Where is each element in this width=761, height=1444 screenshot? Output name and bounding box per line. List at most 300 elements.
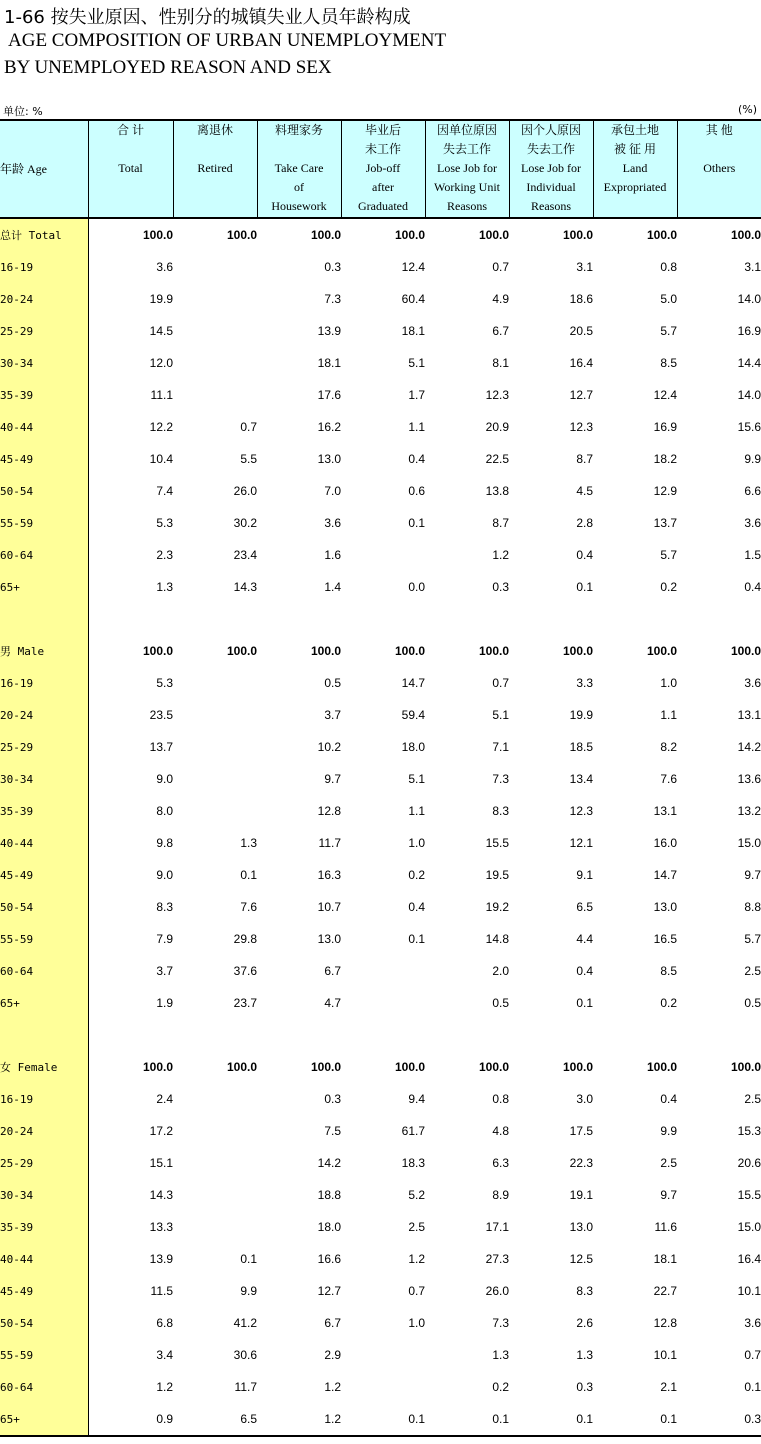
- table-cell: 19.9: [569, 708, 593, 722]
- table-cell: [173, 347, 257, 379]
- table-cell: 22.3: [569, 1156, 593, 1170]
- table-cell: 15.0: [737, 1220, 761, 1234]
- row-label: 16-19: [0, 1083, 88, 1115]
- table-row: [0, 1403, 761, 1436]
- column-header-line: Individual: [526, 180, 576, 194]
- table-cell: 100.0: [730, 644, 761, 658]
- table-row: [0, 827, 761, 859]
- table-cell: 0.5: [492, 996, 509, 1010]
- table-cell: 10.4: [88, 443, 173, 475]
- table-cell: 20.9: [485, 420, 509, 434]
- table-cell: 5.7: [660, 548, 677, 562]
- table-row: [0, 1371, 761, 1403]
- table-cell: 9.9: [240, 1284, 257, 1298]
- table-cell: 8.5: [660, 964, 677, 978]
- column-header-line: Reasons: [531, 199, 571, 213]
- table-cell: 2.5: [744, 1092, 761, 1106]
- table-cell: 15.3: [737, 1124, 761, 1138]
- table-cell: 3.6: [88, 251, 173, 283]
- table-cell: 15.5: [485, 836, 509, 850]
- table-cell: 0.1: [240, 1252, 257, 1266]
- row-label: 35-39: [0, 379, 88, 411]
- row-label: 16-19: [0, 251, 88, 283]
- table-cell: 5.3: [88, 667, 173, 699]
- table-cell: 6.7: [492, 324, 509, 338]
- table-row: [0, 955, 761, 987]
- table-cell: 100.0: [478, 644, 509, 658]
- column-header-line: Graduated: [358, 199, 408, 213]
- table-cell: 8.7: [492, 516, 509, 530]
- table-cell: 2.3: [88, 539, 173, 571]
- table-cell: 6.5: [173, 1403, 257, 1436]
- table-cell: 12.3: [569, 420, 593, 434]
- table-cell: 18.5: [569, 740, 593, 754]
- table-row: [0, 1115, 761, 1147]
- table-cell: 8.3: [492, 804, 509, 818]
- table-cell: 100.0: [730, 1060, 761, 1074]
- table-cell: 6.7: [324, 1316, 341, 1330]
- table-row: [0, 1307, 761, 1339]
- table-cell: 4.4: [576, 932, 593, 946]
- table-cell: 5.1: [408, 356, 425, 370]
- table-cell: 10.7: [317, 900, 341, 914]
- table-cell: 2.5: [660, 1156, 677, 1170]
- table-cell: 0.1: [744, 1380, 761, 1394]
- table-cell: [425, 603, 509, 635]
- table-cell: 0.1: [509, 1403, 593, 1436]
- table-cell: 13.0: [317, 452, 341, 466]
- table-row: [0, 443, 761, 475]
- column-header-line: Reasons: [447, 199, 487, 213]
- table-cell: 0.7: [744, 1348, 761, 1362]
- table-row: [0, 475, 761, 507]
- table-cell: [173, 379, 257, 411]
- row-label: 55-59: [0, 507, 88, 539]
- table-row: [0, 218, 761, 251]
- table-cell: [677, 603, 761, 635]
- table-cell: [341, 987, 425, 1019]
- table-title-en-line1: AGE COMPOSITION OF URBAN UNEMPLOYMENT: [8, 30, 447, 51]
- table-cell: 4.8: [492, 1124, 509, 1138]
- table-cell: [341, 955, 425, 987]
- table-cell: 14.2: [317, 1156, 341, 1170]
- table-cell: 30.6: [233, 1348, 257, 1362]
- table-row: [0, 1179, 761, 1211]
- table-cell: 5.7: [660, 324, 677, 338]
- column-header-8: [677, 120, 761, 218]
- column-header-line: 年龄 Age: [0, 161, 47, 176]
- table-cell: 13.0: [317, 932, 341, 946]
- table-cell: 0.0: [408, 580, 425, 594]
- table-cell: 12.7: [569, 388, 593, 402]
- table-cell: [88, 1019, 173, 1051]
- table-cell: [341, 1371, 425, 1403]
- table-cell: 0.3: [324, 1092, 341, 1106]
- table-cell: 9.9: [744, 452, 761, 466]
- table-cell: 30.2: [233, 516, 257, 530]
- table-cell: 12.4: [401, 260, 425, 274]
- table-row: [0, 251, 761, 283]
- table-cell: 60.4: [401, 292, 425, 306]
- table-cell: 13.7: [653, 516, 677, 530]
- table-cell: 13.7: [88, 731, 173, 763]
- row-label: 25-29: [0, 731, 88, 763]
- table-cell: 100.0: [646, 644, 677, 658]
- table-cell: 12.3: [485, 388, 509, 402]
- table-cell: 17.1: [485, 1220, 509, 1234]
- table-cell: 3.0: [576, 1092, 593, 1106]
- row-label: 男 Male: [0, 635, 88, 667]
- row-label: 45-49: [0, 443, 88, 475]
- row-label: 总计 Total: [0, 218, 88, 251]
- table-cell: 0.1: [425, 1403, 509, 1436]
- column-header-2: [173, 120, 257, 218]
- table-row: [0, 1339, 761, 1371]
- table-row: [0, 699, 761, 731]
- table-cell: 12.7: [317, 1284, 341, 1298]
- table-cell: 9.7: [744, 868, 761, 882]
- table-cell: 0.1: [576, 996, 593, 1010]
- table-cell: 9.4: [408, 1092, 425, 1106]
- table-cell: 7.6: [240, 900, 257, 914]
- table-cell: 100.0: [310, 228, 341, 242]
- table-row: [0, 1275, 761, 1307]
- table-cell: 29.8: [233, 932, 257, 946]
- column-header-line: 离退休: [196, 123, 233, 137]
- column-header-line: 合 计: [116, 123, 144, 137]
- row-label: 45-49: [0, 859, 88, 891]
- table-cell: 11.1: [88, 379, 173, 411]
- table-cell: 14.2: [737, 740, 761, 754]
- table-cell: 5.5: [240, 452, 257, 466]
- table-row: [0, 1243, 761, 1275]
- table-cell: 12.8: [653, 1316, 677, 1330]
- row-label: 35-39: [0, 1211, 88, 1243]
- table-row: [0, 411, 761, 443]
- table-cell: 0.3: [324, 260, 341, 274]
- table-cell: 18.0: [401, 740, 425, 754]
- table-cell: 3.7: [324, 708, 341, 722]
- table-cell: 0.1: [408, 932, 425, 946]
- table-cell: 3.1: [576, 260, 593, 274]
- table-cell: 13.3: [88, 1211, 173, 1243]
- row-label: 25-29: [0, 315, 88, 347]
- column-header-line: Job-off: [365, 161, 401, 175]
- table-cell: 23.4: [233, 548, 257, 562]
- table-cell: [257, 1019, 341, 1051]
- table-cell: 1.4: [324, 580, 341, 594]
- row-label: 35-39: [0, 795, 88, 827]
- column-header-line: 因单位原因: [436, 123, 497, 137]
- table-cell: 1.0: [408, 1316, 425, 1330]
- table-cell: 9.9: [660, 1124, 677, 1138]
- table-cell: 15.1: [88, 1147, 173, 1179]
- table-cell: [173, 1083, 257, 1115]
- table-cell: 12.1: [569, 836, 593, 850]
- table-cell: 0.9: [88, 1403, 173, 1436]
- table-cell: 5.0: [660, 292, 677, 306]
- table-cell: 1.6: [324, 548, 341, 562]
- table-cell: 37.6: [233, 964, 257, 978]
- table-cell: 3.6: [744, 676, 761, 690]
- row-label: 55-59: [0, 923, 88, 955]
- table-cell: 18.6: [569, 292, 593, 306]
- table-cell: 19.2: [485, 900, 509, 914]
- table-row: [0, 507, 761, 539]
- table-cell: 16.4: [737, 1252, 761, 1266]
- table-cell: 3.4: [88, 1339, 173, 1371]
- table-cell: 1.5: [744, 548, 761, 562]
- table-row: [0, 603, 761, 635]
- column-header-line: [89, 140, 173, 159]
- table-cell: [509, 603, 593, 635]
- row-label: 30-34: [0, 347, 88, 379]
- table-cell: 19.5: [485, 868, 509, 882]
- table-cell: 23.7: [233, 996, 257, 1010]
- column-header-1: [88, 120, 173, 218]
- table-cell: 14.8: [485, 932, 509, 946]
- table-cell: 0.5: [744, 996, 761, 1010]
- column-header-line: 被 征 用: [613, 142, 656, 156]
- column-header-line: Others: [703, 161, 736, 175]
- table-cell: [257, 603, 341, 635]
- table-cell: [173, 667, 257, 699]
- column-header-line: 毕业后: [364, 123, 401, 137]
- table-row: [0, 315, 761, 347]
- row-label: 55-59: [0, 1339, 88, 1371]
- table-cell: 0.4: [408, 900, 425, 914]
- table-cell: 6.5: [576, 900, 593, 914]
- table-cell: 0.6: [408, 484, 425, 498]
- table-cell: 100.0: [730, 228, 761, 242]
- table-cell: 2.0: [492, 964, 509, 978]
- table-cell: 13.4: [569, 772, 593, 786]
- table-cell: 15.6: [737, 420, 761, 434]
- table-cell: [173, 603, 257, 635]
- table-cell: 9.0: [88, 763, 173, 795]
- column-header-5: [425, 120, 509, 218]
- table-cell: 18.1: [653, 1252, 677, 1266]
- table-cell: 0.7: [492, 676, 509, 690]
- table-cell: [173, 1147, 257, 1179]
- table-cell: 13.2: [737, 804, 761, 818]
- table-cell: 7.5: [324, 1124, 341, 1138]
- table-cell: 26.0: [485, 1284, 509, 1298]
- table-cell: 20.6: [737, 1156, 761, 1170]
- table-cell: 7.4: [88, 475, 173, 507]
- table-cell: 100.0: [646, 228, 677, 242]
- table-cell: 0.1: [240, 868, 257, 882]
- table-cell: 8.9: [492, 1188, 509, 1202]
- table-cell: 13.1: [737, 708, 761, 722]
- table-cell: 9.0: [88, 859, 173, 891]
- table-cell: 14.0: [737, 292, 761, 306]
- table-cell: 1.3: [240, 836, 257, 850]
- table-cell: 100.0: [394, 228, 425, 242]
- table-cell: 13.0: [569, 1220, 593, 1234]
- table-cell: 5.2: [408, 1188, 425, 1202]
- column-header-line: Retired: [197, 161, 233, 175]
- table-cell: 0.1: [576, 580, 593, 594]
- table-cell: 7.0: [324, 484, 341, 498]
- table-cell: 4.5: [576, 484, 593, 498]
- table-cell: 3.1: [744, 260, 761, 274]
- row-label: [0, 1019, 88, 1051]
- table-cell: [341, 603, 425, 635]
- table-cell: 0.1: [593, 1403, 677, 1436]
- table-cell: 2.5: [744, 964, 761, 978]
- table-cell: [173, 283, 257, 315]
- column-header-line: Lose Job for: [437, 161, 497, 175]
- table-cell: 20.5: [569, 324, 593, 338]
- row-label: 50-54: [0, 1307, 88, 1339]
- table-cell: 0.3: [576, 1380, 593, 1394]
- table-cell: 12.0: [88, 347, 173, 379]
- table-cell: 1.9: [88, 987, 173, 1019]
- row-label: 40-44: [0, 827, 88, 859]
- table-cell: 18.2: [653, 452, 677, 466]
- table-cell: [173, 1019, 257, 1051]
- table-row: [0, 667, 761, 699]
- row-label: 40-44: [0, 411, 88, 443]
- table-row: [0, 1019, 761, 1051]
- table-cell: 14.4: [737, 356, 761, 370]
- table-cell: 100.0: [478, 1060, 509, 1074]
- table-cell: 100.0: [478, 228, 509, 242]
- table-row: [0, 347, 761, 379]
- table-cell: 15.5: [737, 1188, 761, 1202]
- table-cell: 1.2: [257, 1403, 341, 1436]
- row-label: 30-34: [0, 1179, 88, 1211]
- table-cell: [173, 731, 257, 763]
- table-cell: 2.4: [88, 1083, 173, 1115]
- table-cell: 10.2: [317, 740, 341, 754]
- table-cell: 8.1: [492, 356, 509, 370]
- table-row: [0, 891, 761, 923]
- table-cell: 19.9: [88, 283, 173, 315]
- data-table: [0, 119, 761, 1437]
- row-label: 45-49: [0, 1275, 88, 1307]
- table-cell: 100.0: [394, 1060, 425, 1074]
- column-header-line: 因个人原因: [520, 123, 581, 137]
- table-cell: 14.3: [233, 580, 257, 594]
- column-header-line: [174, 140, 257, 159]
- table-cell: 8.7: [576, 452, 593, 466]
- column-header-line: 料理家务: [274, 123, 323, 137]
- table-cell: 10.1: [653, 1348, 677, 1362]
- table-cell: 12.5: [569, 1252, 593, 1266]
- table-cell: 16.4: [569, 356, 593, 370]
- table-cell: 0.4: [576, 964, 593, 978]
- table-cell: 6.6: [744, 484, 761, 498]
- table-row: [0, 1147, 761, 1179]
- row-label: 50-54: [0, 891, 88, 923]
- table-cell: 14.7: [653, 868, 677, 882]
- table-cell: [593, 1019, 677, 1051]
- table-cell: 22.5: [485, 452, 509, 466]
- table-cell: 16.5: [653, 932, 677, 946]
- table-cell: 1.3: [492, 1348, 509, 1362]
- table-cell: [509, 1019, 593, 1051]
- table-cell: 17.5: [569, 1124, 593, 1138]
- table-cell: 0.2: [408, 868, 425, 882]
- table-row: [0, 795, 761, 827]
- table-cell: 1.1: [660, 708, 677, 722]
- unit-label-right: (%): [737, 103, 757, 116]
- table-cell: 8.2: [660, 740, 677, 754]
- table-cell: 13.9: [317, 324, 341, 338]
- column-header-0: [0, 120, 88, 218]
- table-cell: 100.0: [394, 644, 425, 658]
- table-cell: 5.1: [492, 708, 509, 722]
- column-header-3: [257, 120, 341, 218]
- table-cell: 12.8: [317, 804, 341, 818]
- column-header-6: [509, 120, 593, 218]
- table-cell: 0.5: [324, 676, 341, 690]
- table-cell: [341, 1339, 425, 1371]
- table-cell: [173, 1115, 257, 1147]
- row-label: 65+: [0, 987, 88, 1019]
- table-row: [0, 539, 761, 571]
- table-cell: 100.0: [226, 1060, 257, 1074]
- table-cell: 18.3: [401, 1156, 425, 1170]
- table-row: [0, 635, 761, 667]
- column-header-line: Working Unit: [433, 180, 501, 194]
- table-cell: [341, 1019, 425, 1051]
- table-cell: 8.3: [576, 1284, 593, 1298]
- table-cell: 11.7: [234, 1380, 257, 1394]
- table-cell: [425, 1019, 509, 1051]
- table-cell: 14.0: [737, 388, 761, 402]
- table-cell: 12.4: [653, 388, 677, 402]
- row-label: 20-24: [0, 283, 88, 315]
- table-row: [0, 987, 761, 1019]
- table-cell: 7.3: [492, 772, 509, 786]
- table-cell: 1.3: [576, 1348, 593, 1362]
- table-cell: 1.7: [408, 388, 425, 402]
- table-cell: 13.1: [653, 804, 677, 818]
- table-cell: 0.4: [408, 452, 425, 466]
- row-label: 50-54: [0, 475, 88, 507]
- table-cell: 6.8: [88, 1307, 173, 1339]
- table-cell: 11.7: [318, 836, 341, 850]
- table-cell: 6.7: [324, 964, 341, 978]
- table-cell: 19.1: [569, 1188, 593, 1202]
- table-cell: 13.6: [737, 772, 761, 786]
- table-cell: 100.0: [310, 644, 341, 658]
- table-cell: 0.8: [660, 260, 677, 274]
- table-cell: 16.6: [317, 1252, 341, 1266]
- column-header-line: 承包土地: [610, 123, 659, 137]
- table-cell: 2.6: [576, 1316, 593, 1330]
- table-cell: 1.2: [88, 1371, 173, 1403]
- table-cell: 100.0: [88, 1051, 173, 1083]
- column-header-line: Take Care: [274, 161, 324, 175]
- column-header-line: [258, 140, 341, 159]
- table-cell: 17.6: [317, 388, 341, 402]
- table-cell: [173, 795, 257, 827]
- table-cell: 0.1: [408, 516, 425, 530]
- table-row: [0, 1051, 761, 1083]
- header-row: [0, 120, 761, 218]
- row-label: 25-29: [0, 1147, 88, 1179]
- table-cell: 9.7: [324, 772, 341, 786]
- table-cell: 13.0: [653, 900, 677, 914]
- table-cell: 6.3: [492, 1156, 509, 1170]
- table-cell: [88, 603, 173, 635]
- table-cell: 0.7: [408, 1284, 425, 1298]
- table-cell: 23.5: [88, 699, 173, 731]
